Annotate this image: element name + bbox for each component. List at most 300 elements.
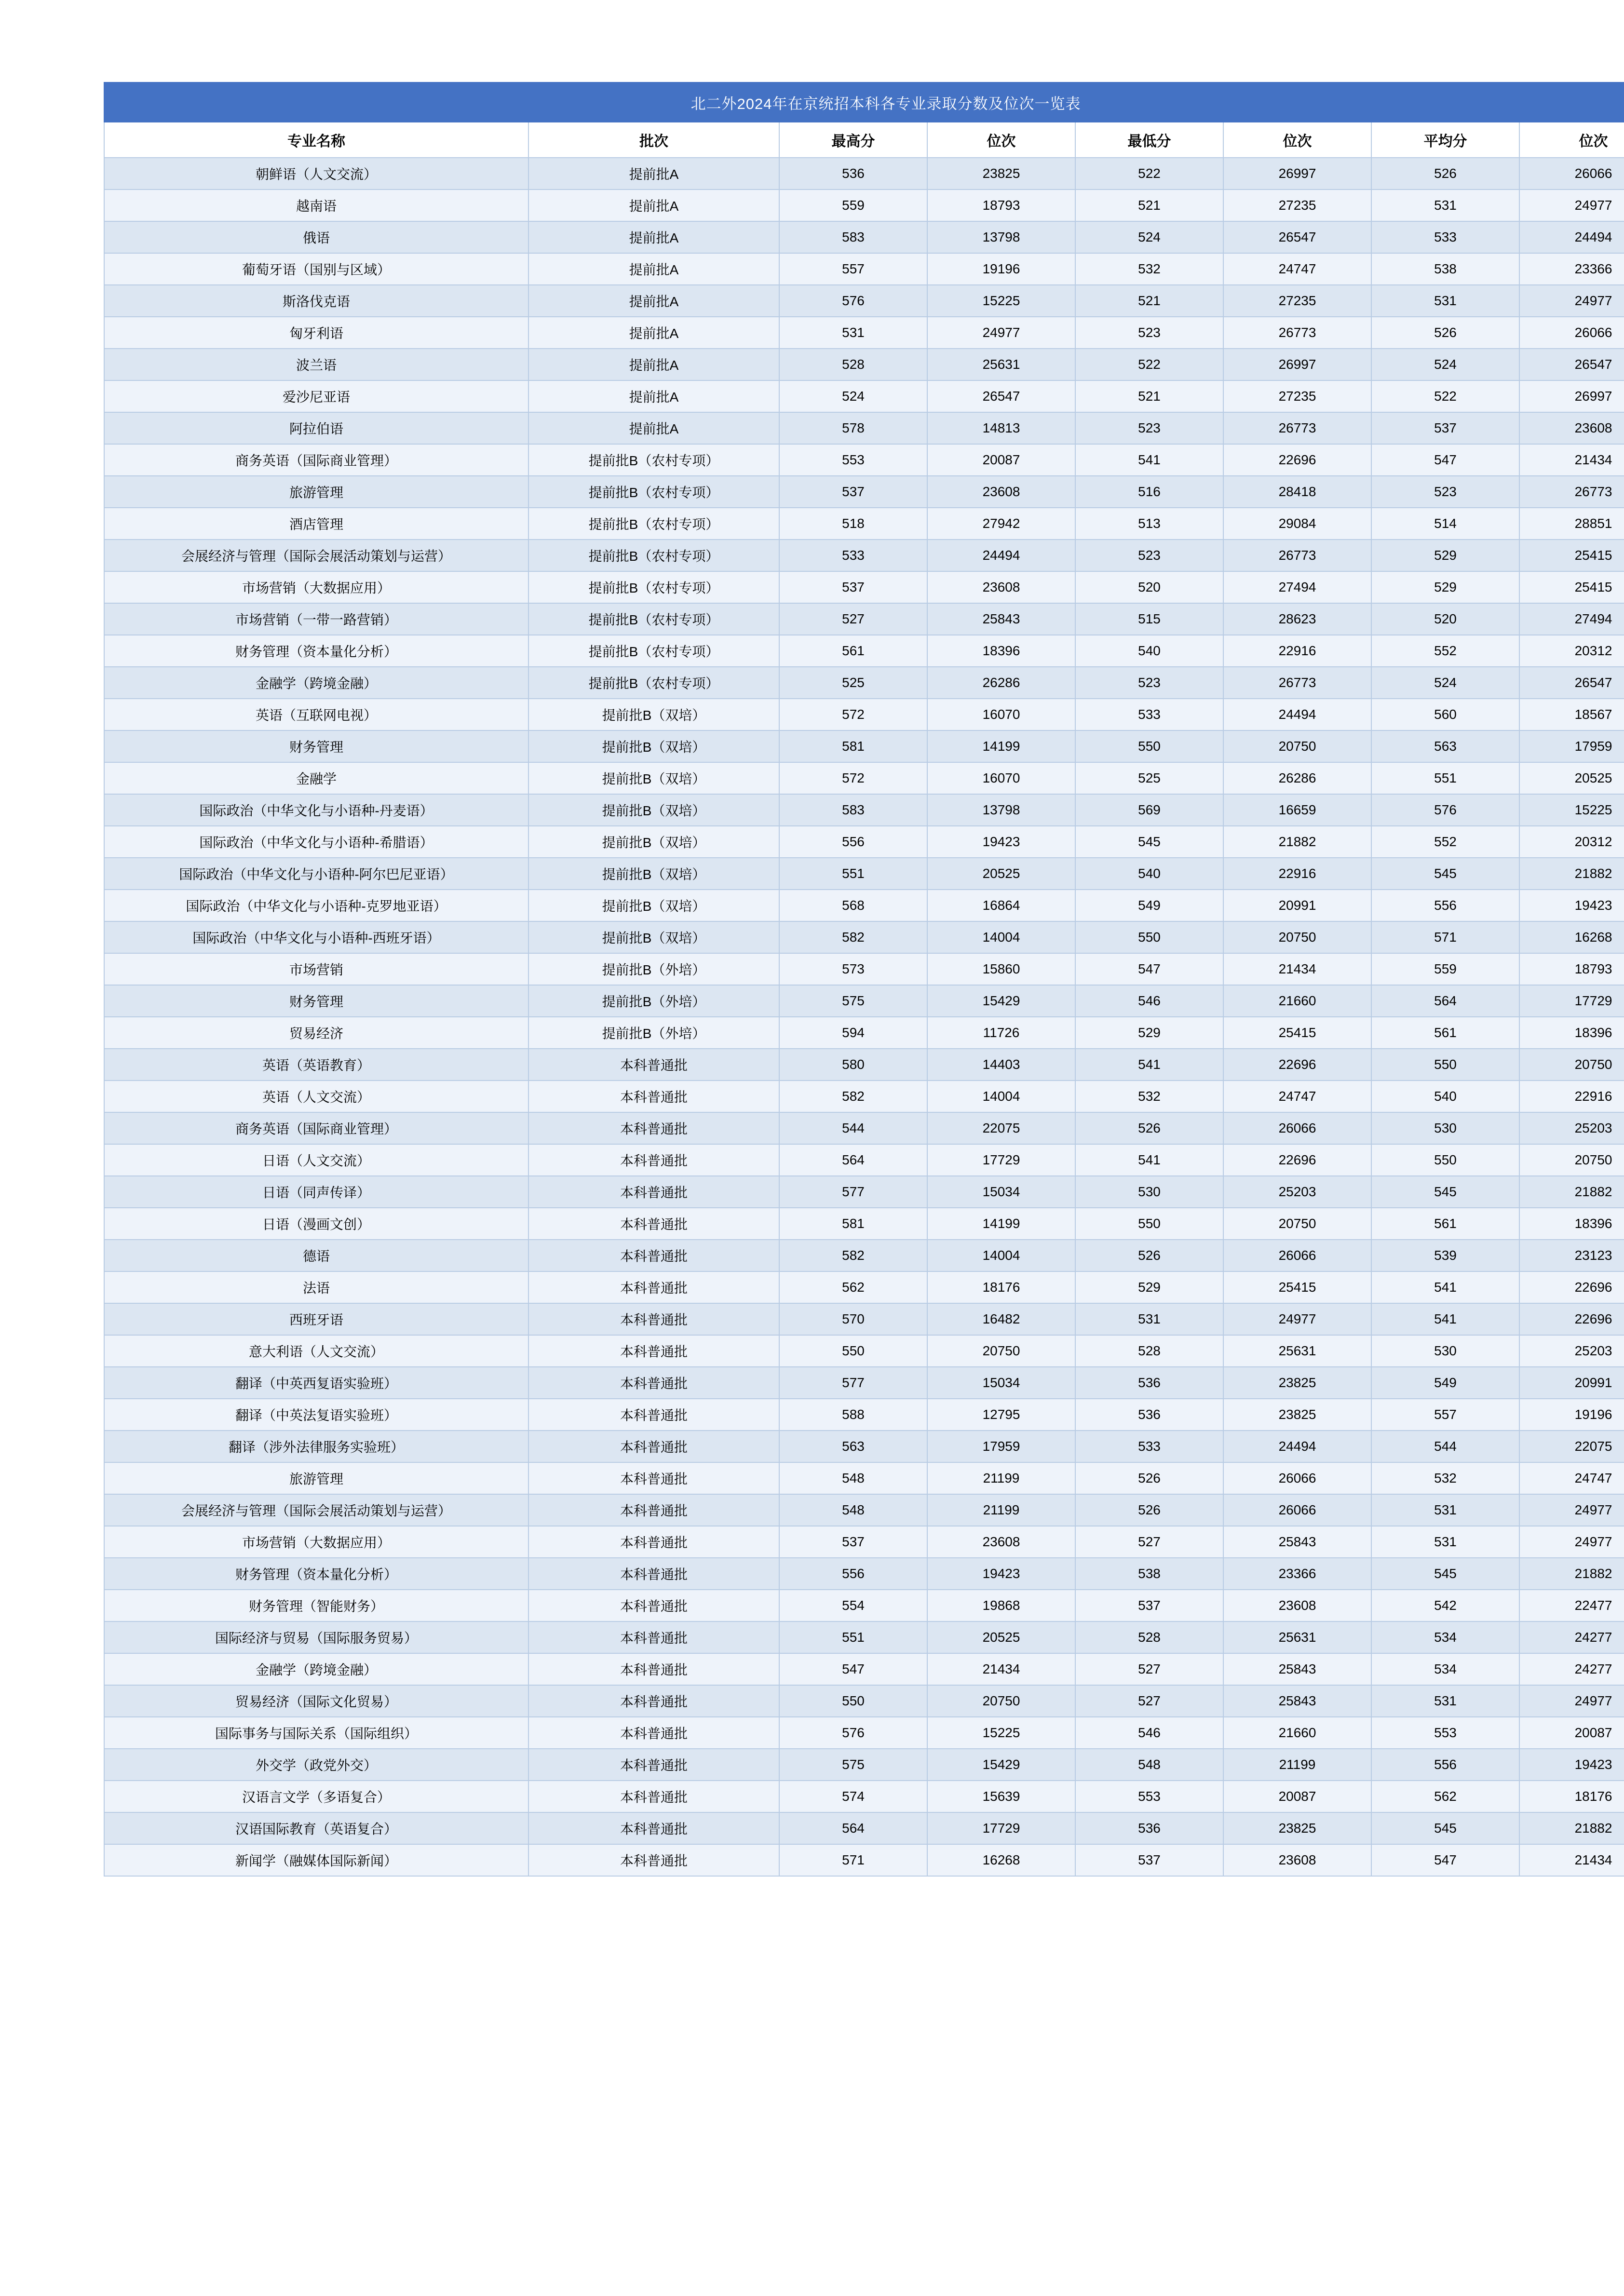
cell-min-rank: 26066	[1223, 1462, 1371, 1494]
cell-min-rank: 28623	[1223, 603, 1371, 635]
cell-max-score: 537	[779, 1526, 927, 1558]
table-row	[104, 635, 1624, 667]
cell-avg-score: 526	[1371, 158, 1519, 189]
table-row	[104, 221, 1624, 253]
cell-avg-score: 553	[1371, 1717, 1519, 1749]
cell-batch: 本科普通批	[528, 1844, 779, 1876]
cell-batch: 本科普通批	[528, 1303, 779, 1335]
cell-max-rank: 15429	[927, 985, 1075, 1017]
cell-avg-rank: 21434	[1519, 1844, 1624, 1876]
cell-min-score: 537	[1075, 1844, 1223, 1876]
cell-min-rank: 20750	[1223, 921, 1371, 953]
cell-max-score: 533	[779, 540, 927, 571]
cell-major-name: 翻译（涉外法律服务实验班）	[104, 1431, 528, 1462]
table-row	[104, 349, 1624, 380]
cell-major-name: 西班牙语	[104, 1303, 528, 1335]
cell-avg-rank: 24977	[1519, 1685, 1624, 1717]
cell-major-name: 旅游管理	[104, 1462, 528, 1494]
cell-max-score: 537	[779, 571, 927, 603]
cell-batch: 提前批B（双培）	[528, 762, 779, 794]
table-row	[104, 1653, 1624, 1685]
cell-min-score: 521	[1075, 380, 1223, 412]
cell-avg-score: 562	[1371, 1781, 1519, 1812]
cell-major-name: 日语（人文交流）	[104, 1144, 528, 1176]
cell-max-score: 553	[779, 444, 927, 476]
table-row	[104, 476, 1624, 508]
cell-min-score: 545	[1075, 826, 1223, 858]
cell-max-rank: 27942	[927, 508, 1075, 540]
cell-batch: 本科普通批	[528, 1749, 779, 1781]
cell-max-score: 576	[779, 1717, 927, 1749]
table-row	[104, 1781, 1624, 1812]
cell-min-score: 533	[1075, 1431, 1223, 1462]
cell-max-score: 576	[779, 285, 927, 317]
cell-min-rank: 23825	[1223, 1812, 1371, 1844]
cell-major-name: 财务管理（资本量化分析）	[104, 1558, 528, 1590]
cell-avg-score: 541	[1371, 1303, 1519, 1335]
table-row	[104, 667, 1624, 699]
cell-max-score: 577	[779, 1367, 927, 1399]
cell-major-name: 阿拉伯语	[104, 412, 528, 444]
table-row	[104, 540, 1624, 571]
cell-max-score: 562	[779, 1271, 927, 1303]
cell-max-score: 563	[779, 1431, 927, 1462]
cell-max-rank: 15639	[927, 1781, 1075, 1812]
cell-max-score: 548	[779, 1462, 927, 1494]
cell-avg-rank: 21434	[1519, 444, 1624, 476]
cell-min-score: 548	[1075, 1749, 1223, 1781]
cell-avg-rank: 25415	[1519, 571, 1624, 603]
cell-max-rank: 23608	[927, 571, 1075, 603]
cell-max-rank: 18396	[927, 635, 1075, 667]
cell-avg-score: 531	[1371, 189, 1519, 221]
table-row	[104, 1462, 1624, 1494]
cell-min-score: 526	[1075, 1494, 1223, 1526]
cell-max-score: 544	[779, 1112, 927, 1144]
cell-avg-score: 523	[1371, 476, 1519, 508]
cell-max-score: 578	[779, 412, 927, 444]
cell-avg-score: 557	[1371, 1399, 1519, 1431]
cell-max-rank: 17729	[927, 1144, 1075, 1176]
cell-avg-rank: 18567	[1519, 699, 1624, 730]
cell-min-rank: 26773	[1223, 317, 1371, 349]
cell-max-score: 583	[779, 794, 927, 826]
cell-avg-score: 550	[1371, 1049, 1519, 1080]
cell-avg-rank: 21882	[1519, 858, 1624, 890]
cell-avg-score: 534	[1371, 1621, 1519, 1653]
cell-min-rank: 20750	[1223, 730, 1371, 762]
cell-batch: 本科普通批	[528, 1112, 779, 1144]
cell-max-score: 536	[779, 158, 927, 189]
cell-max-score: 525	[779, 667, 927, 699]
cell-batch: 提前批B（双培）	[528, 858, 779, 890]
cell-max-score: 551	[779, 858, 927, 890]
cell-major-name: 爱沙尼亚语	[104, 380, 528, 412]
cell-max-rank: 16864	[927, 890, 1075, 921]
cell-max-score: 568	[779, 890, 927, 921]
cell-avg-rank: 24747	[1519, 1462, 1624, 1494]
cell-min-rank: 25843	[1223, 1526, 1371, 1558]
table-header-row	[104, 122, 1624, 158]
cell-avg-score: 545	[1371, 1176, 1519, 1208]
cell-max-rank: 19423	[927, 1558, 1075, 1590]
cell-min-rank: 25631	[1223, 1335, 1371, 1367]
cell-batch: 提前批B（农村专项）	[528, 508, 779, 540]
cell-min-score: 536	[1075, 1812, 1223, 1844]
cell-min-score: 532	[1075, 253, 1223, 285]
cell-min-rank: 22916	[1223, 858, 1371, 890]
cell-max-score: 570	[779, 1303, 927, 1335]
cell-min-rank: 27235	[1223, 380, 1371, 412]
cell-max-rank: 21199	[927, 1462, 1075, 1494]
cell-max-rank: 20750	[927, 1685, 1075, 1717]
cell-avg-rank: 18396	[1519, 1208, 1624, 1240]
cell-avg-rank: 26547	[1519, 349, 1624, 380]
cell-max-rank: 11726	[927, 1017, 1075, 1049]
cell-min-rank: 26066	[1223, 1240, 1371, 1271]
cell-avg-rank: 26066	[1519, 317, 1624, 349]
cell-avg-score: 524	[1371, 667, 1519, 699]
cell-min-score: 526	[1075, 1240, 1223, 1271]
cell-min-score: 536	[1075, 1399, 1223, 1431]
cell-batch: 本科普通批	[528, 1144, 779, 1176]
cell-max-score: 571	[779, 1844, 927, 1876]
column-header-min-score: 最低分	[1075, 122, 1223, 158]
cell-max-rank: 16268	[927, 1844, 1075, 1876]
cell-avg-rank: 19423	[1519, 890, 1624, 921]
cell-batch: 本科普通批	[528, 1367, 779, 1399]
cell-major-name: 国际政治（中华文化与小语种-阿尔巴尼亚语）	[104, 858, 528, 890]
cell-major-name: 金融学（跨境金融）	[104, 667, 528, 699]
cell-min-rank: 23825	[1223, 1399, 1371, 1431]
cell-batch: 提前批A	[528, 349, 779, 380]
cell-max-score: 548	[779, 1494, 927, 1526]
cell-avg-rank: 17729	[1519, 985, 1624, 1017]
cell-min-rank: 27235	[1223, 285, 1371, 317]
cell-min-score: 527	[1075, 1653, 1223, 1685]
cell-min-score: 520	[1075, 571, 1223, 603]
cell-max-score: 524	[779, 380, 927, 412]
cell-min-score: 546	[1075, 1717, 1223, 1749]
cell-batch: 提前批B（双培）	[528, 730, 779, 762]
cell-max-rank: 15429	[927, 1749, 1075, 1781]
cell-major-name: 商务英语（国际商业管理）	[104, 1112, 528, 1144]
cell-max-rank: 17729	[927, 1812, 1075, 1844]
cell-avg-rank: 22696	[1519, 1271, 1624, 1303]
table-row	[104, 1176, 1624, 1208]
cell-avg-score: 526	[1371, 317, 1519, 349]
cell-avg-score: 547	[1371, 444, 1519, 476]
table-row	[104, 380, 1624, 412]
table-row	[104, 1844, 1624, 1876]
cell-max-score: 557	[779, 253, 927, 285]
cell-min-score: 553	[1075, 1781, 1223, 1812]
cell-major-name: 市场营销（大数据应用）	[104, 1526, 528, 1558]
cell-avg-score: 514	[1371, 508, 1519, 540]
cell-avg-rank: 18176	[1519, 1781, 1624, 1812]
cell-min-rank: 26066	[1223, 1494, 1371, 1526]
cell-avg-score: 524	[1371, 349, 1519, 380]
cell-min-rank: 26773	[1223, 412, 1371, 444]
cell-max-rank: 14004	[927, 1240, 1075, 1271]
cell-major-name: 商务英语（国际商业管理）	[104, 444, 528, 476]
cell-min-score: 530	[1075, 1176, 1223, 1208]
cell-avg-score: 556	[1371, 890, 1519, 921]
cell-min-score: 550	[1075, 730, 1223, 762]
cell-batch: 提前批A	[528, 380, 779, 412]
cell-avg-rank: 23366	[1519, 253, 1624, 285]
table-title-row	[104, 82, 1624, 122]
cell-avg-score: 545	[1371, 1558, 1519, 1590]
cell-major-name: 葡萄牙语（国别与区域）	[104, 253, 528, 285]
cell-min-score: 524	[1075, 221, 1223, 253]
cell-min-score: 525	[1075, 762, 1223, 794]
cell-major-name: 国际事务与国际关系（国际组织）	[104, 1717, 528, 1749]
cell-max-score: 580	[779, 1049, 927, 1080]
cell-major-name: 匈牙利语	[104, 317, 528, 349]
cell-batch: 提前批B（农村专项）	[528, 667, 779, 699]
cell-avg-rank: 25203	[1519, 1112, 1624, 1144]
table-row	[104, 1144, 1624, 1176]
cell-max-rank: 14813	[927, 412, 1075, 444]
cell-avg-score: 552	[1371, 635, 1519, 667]
cell-major-name: 翻译（中英西复语实验班）	[104, 1367, 528, 1399]
cell-min-rank: 24494	[1223, 1431, 1371, 1462]
table-row	[104, 412, 1624, 444]
cell-avg-rank: 22477	[1519, 1590, 1624, 1621]
cell-min-rank: 22696	[1223, 1049, 1371, 1080]
cell-major-name: 市场营销（大数据应用）	[104, 571, 528, 603]
cell-min-rank: 21199	[1223, 1749, 1371, 1781]
table-row	[104, 730, 1624, 762]
cell-max-rank: 22075	[927, 1112, 1075, 1144]
table-row	[104, 1208, 1624, 1240]
cell-min-rank: 26773	[1223, 540, 1371, 571]
table-row	[104, 1271, 1624, 1303]
cell-batch: 提前批A	[528, 317, 779, 349]
cell-avg-rank: 24494	[1519, 221, 1624, 253]
cell-min-score: 528	[1075, 1335, 1223, 1367]
table-row	[104, 762, 1624, 794]
cell-avg-score: 522	[1371, 380, 1519, 412]
cell-major-name: 国际政治（中华文化与小语种-丹麦语）	[104, 794, 528, 826]
cell-min-rank: 27494	[1223, 571, 1371, 603]
cell-avg-rank: 24977	[1519, 1526, 1624, 1558]
cell-max-rank: 20750	[927, 1335, 1075, 1367]
cell-avg-score: 534	[1371, 1653, 1519, 1685]
cell-avg-score: 556	[1371, 1749, 1519, 1781]
cell-min-rank: 26997	[1223, 158, 1371, 189]
cell-major-name: 朝鲜语（人文交流）	[104, 158, 528, 189]
cell-min-rank: 26773	[1223, 667, 1371, 699]
cell-avg-score: 530	[1371, 1112, 1519, 1144]
table-row	[104, 571, 1624, 603]
cell-min-score: 529	[1075, 1017, 1223, 1049]
cell-major-name: 波兰语	[104, 349, 528, 380]
cell-min-score: 536	[1075, 1367, 1223, 1399]
cell-avg-score: 551	[1371, 762, 1519, 794]
cell-max-rank: 15225	[927, 1717, 1075, 1749]
cell-batch: 本科普通批	[528, 1781, 779, 1812]
cell-batch: 提前批B（农村专项）	[528, 540, 779, 571]
cell-min-score: 522	[1075, 349, 1223, 380]
table-row	[104, 1399, 1624, 1431]
cell-max-score: 573	[779, 953, 927, 985]
cell-major-name: 英语（人文交流）	[104, 1080, 528, 1112]
cell-min-score: 547	[1075, 953, 1223, 985]
cell-max-rank: 16070	[927, 762, 1075, 794]
cell-major-name: 会展经济与管理（国际会展活动策划与运营）	[104, 1494, 528, 1526]
cell-avg-rank: 25203	[1519, 1335, 1624, 1367]
cell-avg-rank: 22696	[1519, 1303, 1624, 1335]
cell-avg-rank: 16268	[1519, 921, 1624, 953]
cell-avg-score: 531	[1371, 1685, 1519, 1717]
cell-min-rank: 25415	[1223, 1017, 1371, 1049]
cell-min-score: 513	[1075, 508, 1223, 540]
table-row	[104, 1017, 1624, 1049]
cell-min-score: 529	[1075, 1271, 1223, 1303]
cell-major-name: 日语（漫画文创）	[104, 1208, 528, 1240]
cell-avg-rank: 26547	[1519, 667, 1624, 699]
cell-min-rank: 25843	[1223, 1653, 1371, 1685]
cell-max-score: 550	[779, 1685, 927, 1717]
cell-max-score: 531	[779, 317, 927, 349]
cell-max-rank: 19196	[927, 253, 1075, 285]
cell-min-score: 521	[1075, 189, 1223, 221]
cell-batch: 提前批B（外培）	[528, 985, 779, 1017]
table-row	[104, 1749, 1624, 1781]
table-row	[104, 1590, 1624, 1621]
cell-avg-rank: 20087	[1519, 1717, 1624, 1749]
cell-max-rank: 26286	[927, 667, 1075, 699]
table-row	[104, 1685, 1624, 1717]
cell-min-score: 540	[1075, 858, 1223, 890]
cell-max-score: 582	[779, 921, 927, 953]
cell-max-score: 559	[779, 189, 927, 221]
cell-max-score: 575	[779, 985, 927, 1017]
cell-max-rank: 23608	[927, 476, 1075, 508]
cell-max-score: 564	[779, 1812, 927, 1844]
cell-avg-rank: 25415	[1519, 540, 1624, 571]
cell-avg-score: 541	[1371, 1271, 1519, 1303]
cell-max-rank: 16482	[927, 1303, 1075, 1335]
cell-major-name: 财务管理	[104, 985, 528, 1017]
cell-avg-score: 529	[1371, 571, 1519, 603]
cell-batch: 本科普通批	[528, 1590, 779, 1621]
table-row	[104, 1431, 1624, 1462]
cell-min-score: 538	[1075, 1558, 1223, 1590]
cell-max-rank: 12795	[927, 1399, 1075, 1431]
cell-min-rank: 29084	[1223, 508, 1371, 540]
cell-max-score: 527	[779, 603, 927, 635]
table-row	[104, 1621, 1624, 1653]
table-row	[104, 1335, 1624, 1367]
cell-min-rank: 25843	[1223, 1685, 1371, 1717]
cell-major-name: 新闻学（融媒体国际新闻）	[104, 1844, 528, 1876]
cell-max-rank: 14403	[927, 1049, 1075, 1080]
cell-major-name: 意大利语（人文交流）	[104, 1335, 528, 1367]
admission-score-table	[104, 82, 1624, 1877]
cell-max-rank: 15860	[927, 953, 1075, 985]
table-row	[104, 1240, 1624, 1271]
cell-min-score: 550	[1075, 1208, 1223, 1240]
cell-avg-score: 547	[1371, 1844, 1519, 1876]
table-row	[104, 189, 1624, 221]
cell-batch: 提前批B（农村专项）	[528, 476, 779, 508]
cell-avg-rank: 23123	[1519, 1240, 1624, 1271]
cell-max-score: 588	[779, 1399, 927, 1431]
cell-max-rank: 19423	[927, 826, 1075, 858]
cell-batch: 本科普通批	[528, 1717, 779, 1749]
cell-major-name: 越南语	[104, 189, 528, 221]
cell-min-score: 550	[1075, 921, 1223, 953]
cell-avg-score: 530	[1371, 1335, 1519, 1367]
cell-batch: 提前批A	[528, 285, 779, 317]
cell-min-score: 515	[1075, 603, 1223, 635]
cell-max-rank: 26547	[927, 380, 1075, 412]
table-row	[104, 1558, 1624, 1590]
cell-avg-score: 550	[1371, 1144, 1519, 1176]
column-header-major: 专业名称	[104, 122, 528, 158]
cell-min-score: 522	[1075, 158, 1223, 189]
cell-avg-rank: 18793	[1519, 953, 1624, 985]
cell-min-rank: 21660	[1223, 985, 1371, 1017]
cell-batch: 提前批A	[528, 221, 779, 253]
cell-min-rank: 28418	[1223, 476, 1371, 508]
table-row	[104, 508, 1624, 540]
cell-min-score: 532	[1075, 1080, 1223, 1112]
cell-max-rank: 25843	[927, 603, 1075, 635]
cell-min-rank: 25203	[1223, 1176, 1371, 1208]
cell-avg-score: 540	[1371, 1080, 1519, 1112]
cell-min-score: 540	[1075, 635, 1223, 667]
cell-min-score: 516	[1075, 476, 1223, 508]
cell-avg-rank: 23608	[1519, 412, 1624, 444]
cell-max-score: 572	[779, 762, 927, 794]
table-row	[104, 985, 1624, 1017]
cell-max-score: 581	[779, 1208, 927, 1240]
cell-avg-rank: 24977	[1519, 1494, 1624, 1526]
cell-min-rank: 21434	[1223, 953, 1371, 985]
cell-major-name: 翻译（中英法复语实验班）	[104, 1399, 528, 1431]
cell-major-name: 会展经济与管理（国际会展活动策划与运营）	[104, 540, 528, 571]
table-row	[104, 921, 1624, 953]
cell-max-rank: 14199	[927, 1208, 1075, 1240]
table-row	[104, 1812, 1624, 1844]
cell-min-rank: 24494	[1223, 699, 1371, 730]
cell-batch: 本科普通批	[528, 1271, 779, 1303]
cell-avg-rank: 17959	[1519, 730, 1624, 762]
cell-min-score: 541	[1075, 1144, 1223, 1176]
cell-major-name: 国际政治（中华文化与小语种-西班牙语）	[104, 921, 528, 953]
cell-avg-rank: 20991	[1519, 1367, 1624, 1399]
cell-batch: 提前批B（双培）	[528, 826, 779, 858]
table-row	[104, 858, 1624, 890]
cell-batch: 提前批B（农村专项）	[528, 571, 779, 603]
cell-major-name: 酒店管理	[104, 508, 528, 540]
cell-max-rank: 14004	[927, 1080, 1075, 1112]
cell-avg-score: 531	[1371, 1494, 1519, 1526]
cell-avg-rank: 20750	[1519, 1049, 1624, 1080]
cell-min-rank: 26286	[1223, 762, 1371, 794]
cell-min-rank: 23608	[1223, 1844, 1371, 1876]
cell-avg-score: 561	[1371, 1208, 1519, 1240]
cell-avg-score: 539	[1371, 1240, 1519, 1271]
cell-batch: 本科普通批	[528, 1049, 779, 1080]
table-row	[104, 699, 1624, 730]
cell-min-rank: 26066	[1223, 1112, 1371, 1144]
cell-avg-rank: 20525	[1519, 762, 1624, 794]
